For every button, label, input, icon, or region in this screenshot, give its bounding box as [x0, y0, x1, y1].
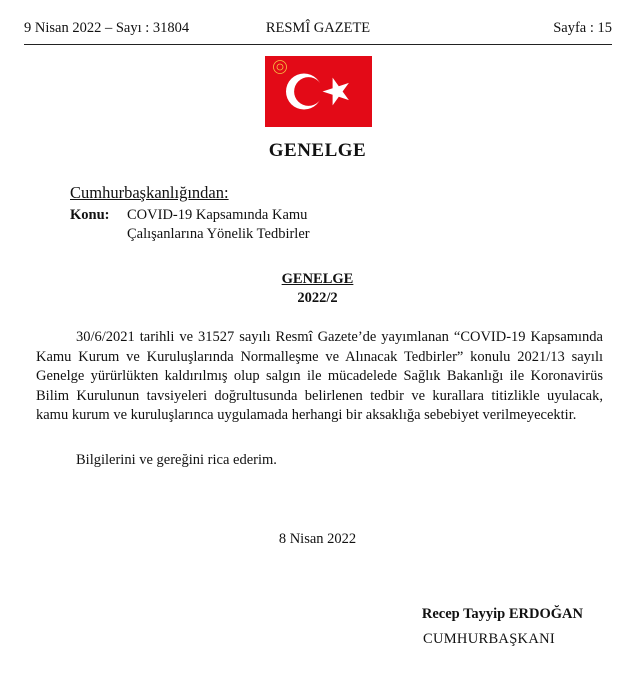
document-number: 2022/2: [297, 290, 338, 306]
subject-value: COVID-19 Kapsamında Kamu Çalışanlarına Yönelik Tedbirler: [127, 207, 310, 242]
body-paragraph: 30/6/2021 tarihli ve 31527 sayılı Resmî Gazete’de yayımlanan “COVID-19 Kapsamında Kamu Kurum ve Kuruluşlarında Normalleşme ve Alınacak Tedbirler” konulu 2021/13 sayılı Genelge yürürlükten kaldırılmış olup salgın ile mücadelede Sağlık Bakanlığı ile Koronavirüs Bilim Kurulunun tavsiyeleri doğrultusunda belirlenen tedbir ve kurallara titizlikle uyulacak, kamu kurum ve kuruluşlarınca uygulamada herhangi bir aksaklığa sebebiyet verilmeyecektir.: [36, 329, 603, 423]
turkish-flag-icon: [265, 56, 372, 127]
signer-name: [422, 606, 583, 623]
signature-date: 8 Nisan 2022: [278, 531, 357, 547]
document-title: GENELGE: [281, 271, 354, 287]
signer-first-name: Recep Tayyip: [421, 606, 506, 622]
issuer: Cumhurbaşkanlığından:: [70, 183, 229, 202]
page-title: GENELGE: [268, 140, 367, 161]
closing-sentence: Bilgilerini ve gereğini rica ederim.: [76, 452, 277, 468]
issue-date-number: 9 Nisan 2022 – Sayı : 31804: [24, 20, 190, 36]
subject-label: Konu:: [70, 207, 110, 223]
signer-surname: ERDOĞAN: [508, 606, 583, 622]
page-header: [24, 20, 612, 42]
crescent-inner: [294, 77, 323, 106]
signer-role: CUMHURBAŞKANI: [423, 631, 555, 647]
header-rule: [24, 44, 612, 45]
gazette-name: RESMÎ GAZETE: [265, 20, 371, 36]
page-number: Sayfa : 15: [553, 20, 612, 36]
